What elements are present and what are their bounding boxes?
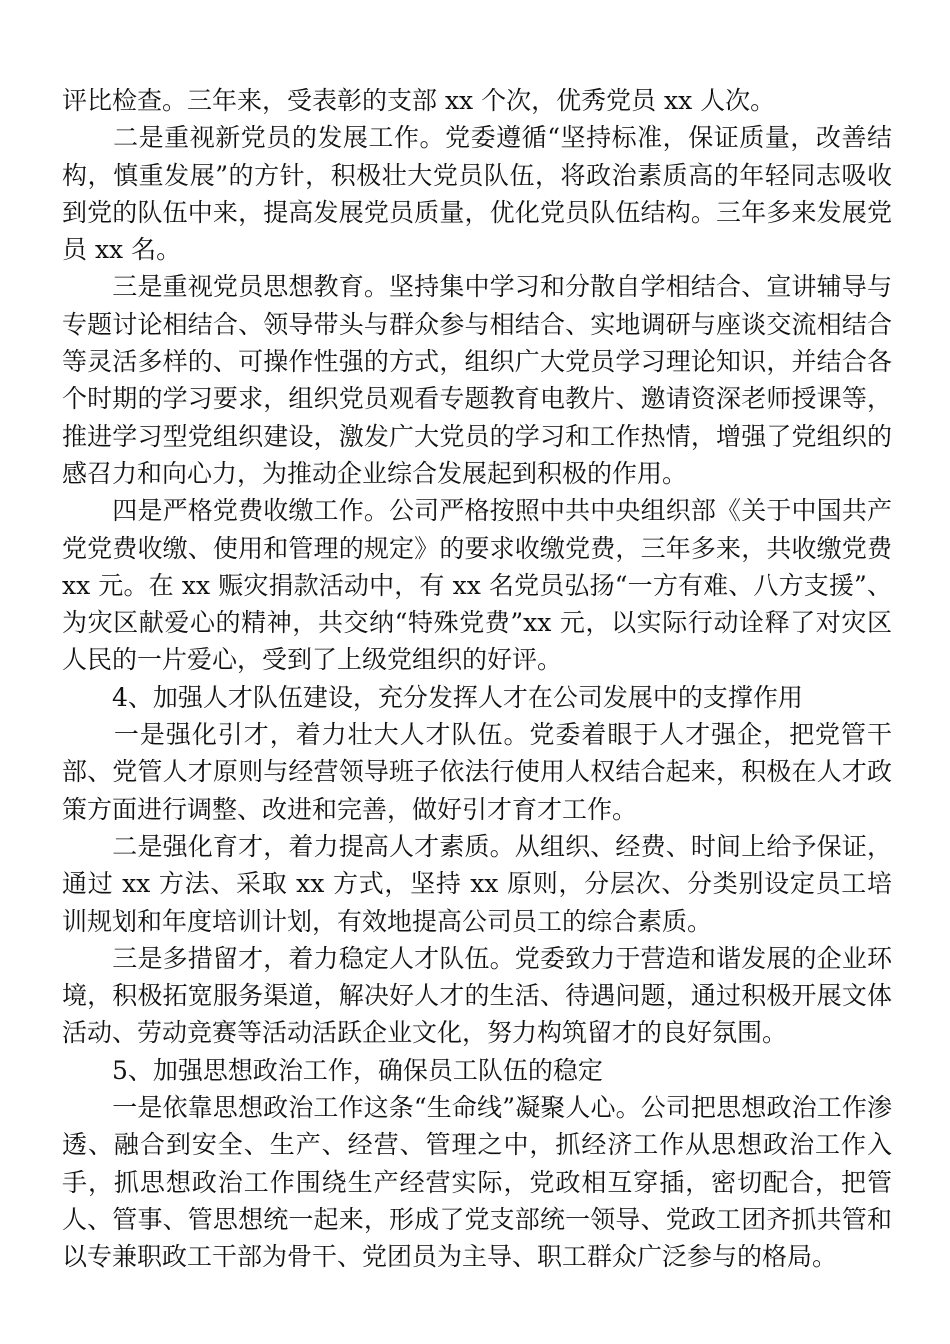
paragraph-3: 三是重视党员思想教育。坚持集中学习和分散自学相结合、宣讲辅导与专题讨论相结合、领导带头与群众参与相结合、实地调研与座谈交流相结合等灵活多样的、可操作性强的方式，组织广大党员学习理论知识，并结合各个时期的学习要求，组织党员观看专题教育电教片、邀请资深老师授课等，推进学习型党组织建设，激发广大党员的学习和工作热情，增强了党组织的感召力和向心力，为推动企业综合发展起到积极的作用。 bbox=[62, 272, 892, 488]
paragraph-2: 二是重视新党员的发展工作。党委遵循“坚持标准，保证质量，改善结构，慎重发展”的方针，积极壮大党员队伍，将政治素质高的年轻同志吸收到党的队伍中来，提高发展党员质量，优化党员队伍结构。三年多来发展党员 xx 名。 bbox=[62, 123, 892, 265]
section-heading-5: 5、加强思想政治工作，确保员工队伍的稳定 bbox=[62, 1055, 603, 1085]
paragraph-4: 四是严格党费收缴工作。公司严格按照中共中央组织部《关于中国共产党党费收缴、使用和管理的规定》的要求收缴党费，三年多来，共收缴党费 xx 元。在 xx 赈灾捐款活动中，有 xx 名党员弘扬“一方有难、八方支援”、为灾区献爱心的精神，共交纳“特殊党费”xx 元，以实际行动诠释了对灾区人民的一片爱心，受到了上级党组织的好评。 bbox=[62, 496, 900, 675]
paragraph-1: 评比检查。三年来，受表彰的支部 xx 个次，优秀党员 xx 人次。 bbox=[62, 86, 776, 115]
paragraph-10: 一是依靠思想政治工作这条“生命线”凝聚人心。公司把思想政治工作渗透、融合到安全、生产、经营、管理之中，抓经济工作从思想政治工作入手，抓思想政治工作围绕生产经营实际，党政相互穿插，密切配合，把管人、管事、管思想统一起来，形成了党支部统一领导、党政工团齐抓共管和以专兼职政工干部为骨干、党团员为主导、职工群众广泛参与的格局。 bbox=[62, 1093, 892, 1272]
paragraph-8: 三是多措留才，着力稳定人才队伍。党委致力于营造和谐发展的企业环境，积极拓宽服务渠道，解决好人才的生活、待遇问题，通过积极开展文体活动、劳动竞赛等活动活跃企业文化，努力构筑留才的良好氛围。 bbox=[62, 943, 892, 1048]
document-body bbox=[62, 82, 900, 1276]
paragraph-6: 一是强化引才，着力壮大人才队伍。党委着眼于人才强企，把党管干部、党管人才原则与经营领导班子依法行使用人权结合起来，积极在人才政策方面进行调整、改进和完善，做好引才育才工作。 bbox=[62, 720, 892, 824]
section-heading-4: 4、加强人才队伍建设，充分发挥人才在公司发展中的支撑作用 bbox=[62, 682, 803, 712]
paragraph-7: 二是强化育才，着力提高人才素质。从组织、经费、时间上给予保证，通过 xx 方法、采取 xx 方式，坚持 xx 原则，分层次、分类别设定员工培训规划和年度培训计划，有效地提高公司员工的综合素质。 bbox=[62, 831, 892, 936]
